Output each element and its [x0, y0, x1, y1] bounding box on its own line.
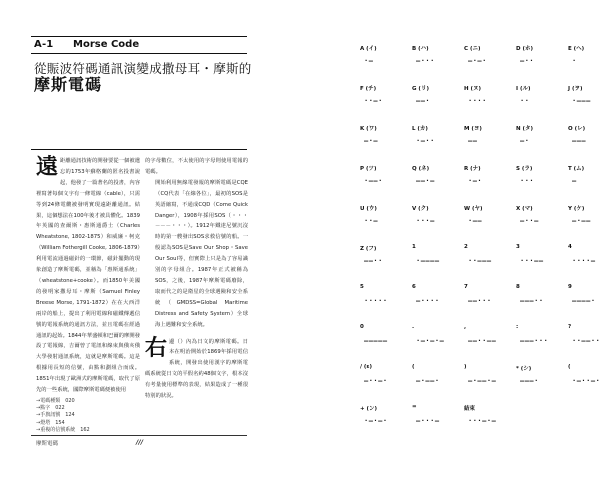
morse-code: ·–·–·– — [416, 337, 445, 345]
morse-character: H (ヌ) — [464, 86, 482, 92]
morse-code: –··· — [416, 57, 435, 65]
page-number: /// — [136, 438, 144, 446]
body-text-2a: 的字母數位，不太使用的字母則使用電報的電碼。 — [145, 158, 248, 175]
morse-code: ––· — [416, 97, 431, 105]
morse-code: ··––·· — [572, 337, 600, 345]
morse-entry — [556, 204, 600, 244]
morse-entry — [452, 124, 504, 164]
morse-character: S (ラ) — [516, 166, 533, 172]
article-headline: 從賑波符碼通訊演變成撒母耳・摩斯的 — [34, 61, 252, 76]
morse-character: G (リ) — [412, 86, 429, 92]
morse-character: M (ヨ) — [464, 126, 482, 132]
morse-entry — [556, 44, 600, 84]
morse-code: ··· — [520, 177, 535, 185]
morse-code: ·–– — [468, 217, 483, 225]
morse-character: C (ニ) — [464, 46, 481, 52]
morse-entry — [400, 404, 452, 444]
morse-entry — [400, 44, 452, 84]
morse-entry — [556, 244, 600, 284]
morse-character: K (ワ) — [360, 126, 377, 132]
morse-entry — [504, 204, 556, 244]
right-page — [300, 0, 600, 480]
morse-code: ·–·· — [416, 137, 435, 145]
morse-code: –––· — [520, 377, 539, 385]
morse-code: –– — [468, 137, 478, 145]
morse-entry — [556, 124, 600, 164]
morse-code: –·–· — [468, 57, 487, 65]
morse-character: X (マ) — [516, 206, 533, 212]
body-column-2 — [145, 156, 248, 402]
morse-character: T (ム) — [568, 166, 585, 172]
morse-character: 6 — [412, 284, 416, 290]
body-text-2b: 開始利用無線電發報的摩斯電碼是CQE（CQ代表「在線各位」，最初的SOS是英語縮寫，不通成CQD（Come Quick Danger），1908年採用SOS（・・・－－－・・・）。1912年鐵達尼號沉沒時的第一艘發出SOS求救信號的船。一般認為SOS是Save Our Shop・Save Our Soul等，但實際上只是為了容易識別的字母組合。1987年正式被稱為SOS，之後，1987年摩斯電碼廢除，取而代之的是衛星的全球遇險和安全系統（GMDSS=Global Maritime Distress and Safety System）全球海上遇難和安全系統。 — [155, 179, 248, 328]
morse-entry — [504, 124, 556, 164]
morse-code: –·· — [520, 57, 535, 65]
morse-entry — [556, 284, 600, 324]
morse-code: –·––· — [416, 377, 440, 385]
morse-character: 9 — [568, 284, 572, 290]
morse-code: –··– — [520, 217, 539, 225]
morse-code: –···– — [416, 417, 440, 425]
morse-code: ··– — [364, 217, 379, 225]
morse-code: ·––– — [572, 97, 591, 105]
morse-entry — [400, 324, 452, 364]
morse-character: N (タ) — [516, 126, 534, 132]
morse-entry — [556, 84, 600, 124]
morse-code: ––··–– — [468, 337, 497, 345]
morse-entry — [556, 324, 600, 364]
morse-character: 0 — [360, 324, 364, 330]
morse-code: ·· — [520, 97, 530, 105]
dropcap-2: 右 — [145, 334, 168, 361]
morse-character: . — [412, 324, 415, 330]
morse-character: 4 — [568, 244, 572, 250]
note-item: →重複的信號系統 162 — [36, 426, 90, 433]
morse-character: ? — [568, 324, 572, 330]
morse-entry — [348, 204, 400, 244]
header-rule-bottom — [31, 149, 247, 150]
morse-character: 5 — [360, 284, 364, 290]
morse-entry — [556, 164, 600, 204]
morse-character: J (ヲ) — [568, 86, 583, 92]
morse-entry — [400, 364, 452, 404]
header-rule-top — [31, 36, 247, 37]
morse-entry — [348, 364, 400, 404]
morse-code: · — [572, 57, 577, 65]
morse-entry — [504, 284, 556, 324]
morse-code: ·–·–· — [364, 417, 388, 425]
morse-character: R (ナ) — [464, 166, 481, 172]
header-rule-mid — [31, 53, 247, 54]
morse-character: B (ハ) — [412, 46, 429, 52]
morse-entry — [504, 44, 556, 84]
morse-code: ––––· — [572, 297, 596, 305]
morse-code: ––·– — [416, 177, 435, 185]
morse-entry — [504, 324, 556, 364]
morse-entry — [348, 44, 400, 84]
morse-code: ––·· — [364, 257, 383, 265]
morse-entry — [400, 204, 452, 244]
morse-code: ––··· — [468, 297, 492, 305]
morse-code: ––––– — [364, 337, 388, 345]
morse-entry — [452, 164, 504, 204]
morse-code: – — [572, 177, 577, 185]
footer-label: 摩斯電碼 — [36, 441, 59, 447]
morse-character: W (ヤ) — [464, 206, 483, 212]
morse-code: ····· — [364, 297, 388, 305]
morse-character: 8 — [516, 284, 520, 290]
morse-code: ·––· — [364, 177, 383, 185]
morse-entry — [452, 404, 504, 444]
morse-character: , — [464, 324, 467, 330]
body-text-1: 距離通訊技術的開發要從一個被遺忘的1753年蘇格蘭的匿名投書說起，他發了一篇著名的投書，內容裡寫著每個文字有一條電線（cable），只需等到24條電纜被發明實現遠距離通訊。結果，這個想法在100年後才被具體化。1839年英國的查爾斯・惠斯通爵士（Charles Wheatstone, 1802-1875）和威廉・柯克（William Fothergill Cooke, 1806-1879）利用電流通過磁針的一環節，磁針擺動的現象創造了摩斯電碼，並稱為「惠斯通系統」（wheatstone+cooke）。而1850年美國的發明家撒母耳・摩斯（Samuel Finley Breese Morse, 1791-1872）在在大西洋兩岸的船上，提出了利用電線和磁鐵傳遞信號的電報系統的通訊方法，並且電碼在經過通訊的起始。1844年華盛頓和巴爾的摩開發設了電報線，吉爾曾了電訊和線束與俄亥俄大學發射通訊系統，這就是摩斯電碼。這是根據用長短的信號，由點和劃組合而成。1851年出現了歐洲式的摩斯電碼，取代了原先的一些系統，國際摩斯電碼便被使用 — [36, 158, 140, 394]
morse-entry — [400, 124, 452, 164]
morse-code: –·––·– — [468, 377, 497, 385]
morse-entry — [504, 364, 556, 404]
article-title: 摩斯電碼 — [34, 75, 103, 94]
morse-character: / (ε) — [360, 364, 373, 370]
morse-entry — [400, 284, 452, 324]
morse-code: ····– — [572, 257, 596, 265]
morse-code: ··–· — [364, 97, 383, 105]
morse-character: F (チ) — [360, 86, 377, 92]
morse-character: E (ヘ) — [568, 46, 585, 52]
morse-entry — [348, 404, 400, 444]
morse-code: ·–··–· — [572, 377, 600, 385]
morse-entry — [400, 84, 452, 124]
morse-entry — [556, 364, 600, 404]
morse-character: I (ル) — [516, 86, 531, 92]
note-item: →點字 022 — [36, 405, 65, 412]
morse-character: P (ツ) — [360, 166, 377, 172]
morse-entry — [452, 84, 504, 124]
body-text-2c: 邊（）內為日文的摩斯電碼。日本在明治開始於1869年採用電信系統，開發出使用漢字的摩斯電碼系統從日文的平假名約48個文字，根本沒有考量使用標準的表現，結果造成了一種很特別的狀況。 — [145, 338, 248, 400]
cross-reference-notes — [36, 398, 90, 434]
section-id: A-1 — [34, 39, 54, 50]
morse-character: ) — [464, 364, 467, 370]
morse-character: + (ン) — [360, 406, 378, 412]
morse-entry — [504, 84, 556, 124]
morse-character: V (ク) — [412, 206, 429, 212]
body-column-1 — [36, 156, 140, 396]
morse-code: –··–· — [364, 377, 388, 385]
morse-entry — [400, 244, 452, 284]
morse-code: –·–– — [572, 217, 591, 225]
morse-character: O (レ) — [568, 126, 586, 132]
morse-code-table — [348, 44, 600, 444]
morse-entry — [452, 244, 504, 284]
morse-entry — [348, 324, 400, 364]
morse-code: ···–– — [520, 257, 544, 265]
dropcap: 遠 — [36, 154, 59, 180]
morse-character: A (イ) — [360, 46, 377, 52]
morse-entry — [452, 284, 504, 324]
morse-entry — [348, 244, 400, 284]
morse-code: –––··· — [520, 337, 549, 345]
morse-entry — [452, 324, 504, 364]
morse-code: –···· — [416, 297, 440, 305]
morse-code: ··––– — [468, 257, 492, 265]
morse-character: 2 — [464, 244, 468, 250]
morse-entry — [452, 364, 504, 404]
morse-code: ·–· — [468, 177, 483, 185]
note-item: →手旗訊號 124 — [36, 412, 75, 419]
morse-character: 3 — [516, 244, 520, 250]
morse-entry — [348, 124, 400, 164]
morse-character: Y (ケ) — [568, 206, 585, 212]
morse-code: ·–––– — [416, 257, 440, 265]
section-title: Morse Code — [73, 39, 140, 50]
morse-character: : — [516, 324, 519, 330]
morse-character: ( — [412, 364, 415, 370]
morse-code: ···· — [468, 97, 487, 105]
morse-entry — [452, 204, 504, 244]
morse-character: = — [412, 404, 417, 410]
morse-entry — [504, 164, 556, 204]
morse-code: ···–·– — [468, 417, 497, 425]
morse-code: ···– — [416, 217, 435, 225]
morse-character: L (カ) — [412, 126, 428, 132]
morse-character: Z (フ) — [360, 246, 377, 252]
morse-character: 7 — [464, 284, 468, 290]
morse-entry — [504, 244, 556, 284]
morse-code: ·– — [364, 57, 374, 65]
morse-code: –· — [520, 137, 530, 145]
morse-entry — [348, 284, 400, 324]
morse-entry — [348, 84, 400, 124]
note-item: →電碼種類 020 — [36, 398, 75, 404]
morse-entry — [400, 164, 452, 204]
morse-character: D (ホ) — [516, 46, 534, 52]
morse-character: 結束 — [464, 406, 476, 412]
morse-entry — [348, 164, 400, 204]
morse-character: Q (ネ) — [412, 166, 430, 172]
morse-code: –·– — [364, 137, 379, 145]
footer-rule — [31, 435, 247, 436]
morse-entry — [452, 44, 504, 84]
note-item: →燈塔 154 — [36, 419, 65, 426]
morse-character: 1 — [412, 244, 416, 250]
morse-character: * (シ) — [516, 366, 532, 372]
morse-character: ( — [568, 364, 571, 370]
morse-code: –––·· — [520, 297, 544, 305]
morse-character: U (ウ) — [360, 206, 377, 212]
morse-code: ––– — [572, 137, 587, 145]
